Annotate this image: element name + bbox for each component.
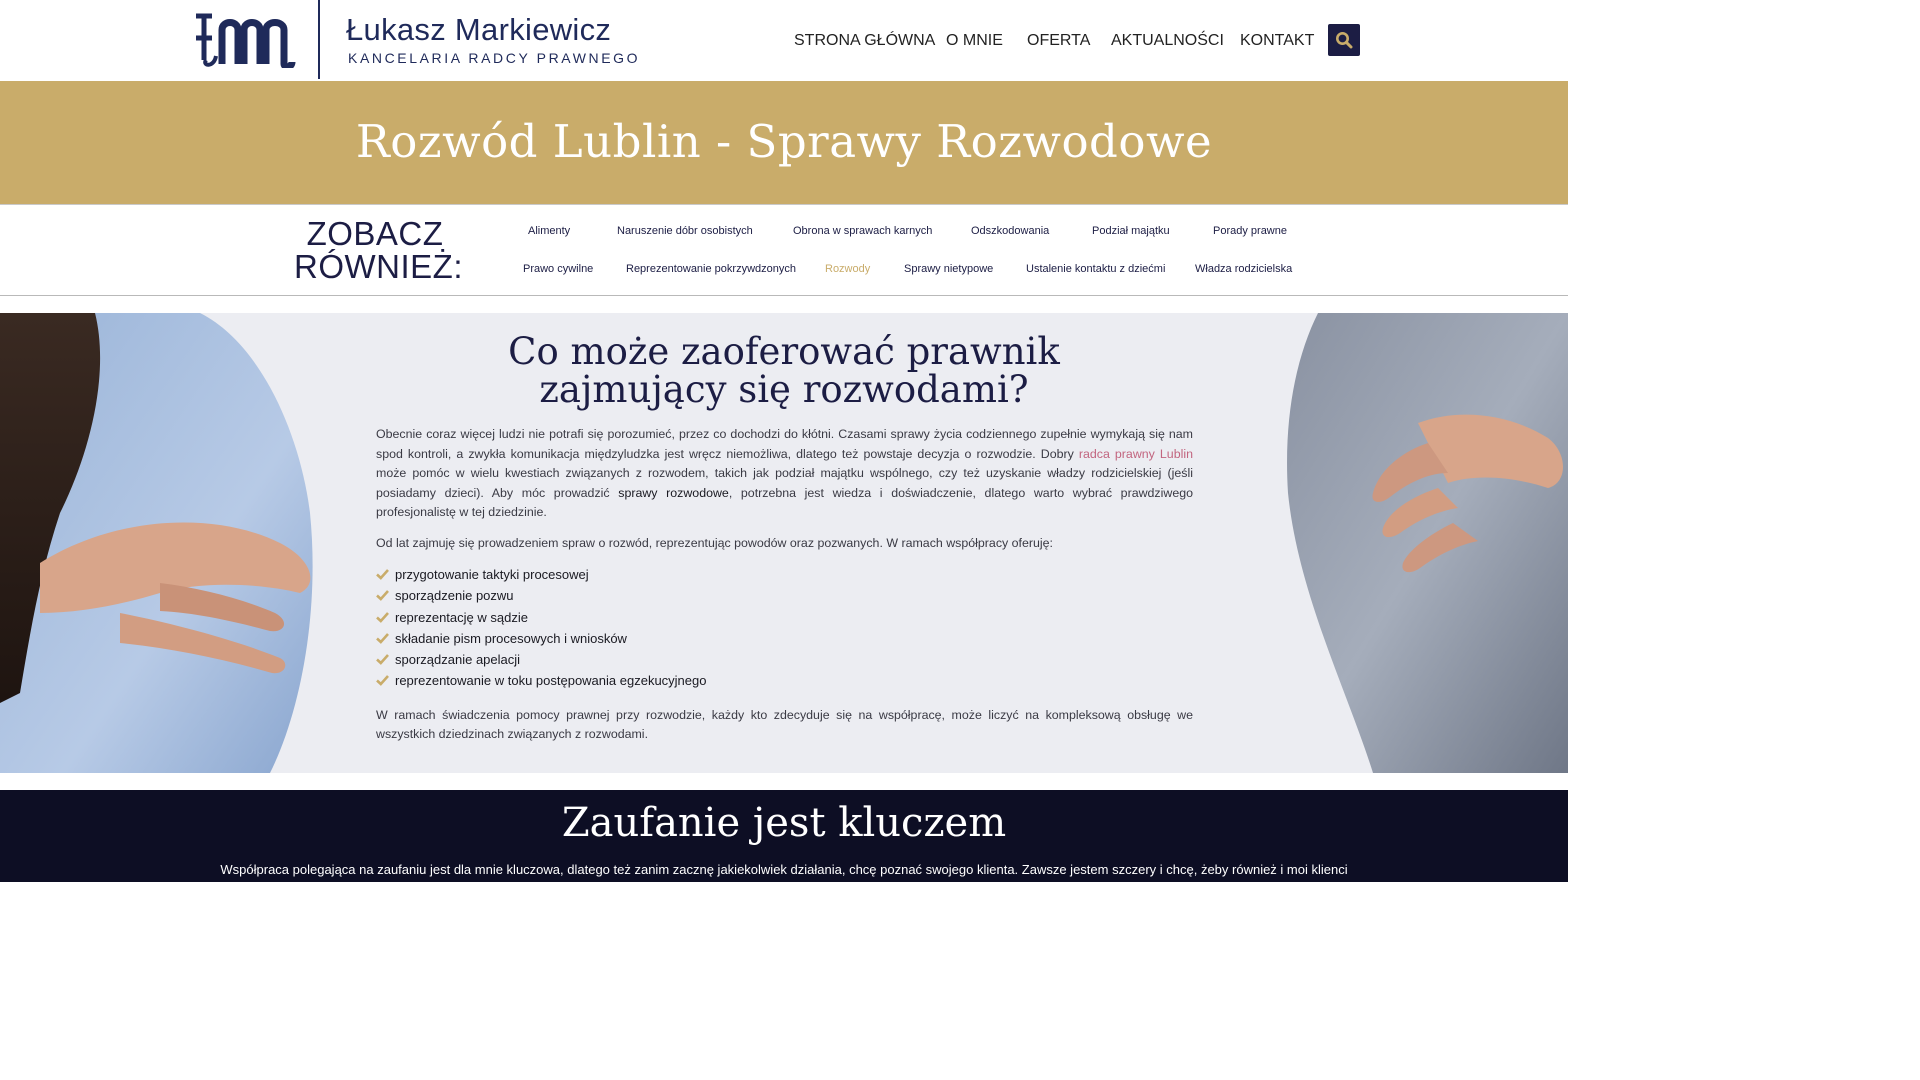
logo-icon[interactable] (192, 12, 296, 68)
see-also-link-sprawy-nietypowe[interactable]: Sprawy nietypowe (904, 263, 994, 275)
check-icon (376, 632, 389, 644)
page-title: Rozwód Lublin - Sprawy Rozwodowe (355, 115, 1213, 168)
list-item: reprezentację w sądzie (376, 607, 1193, 628)
trust-heading: Zaufanie jest kluczem (561, 800, 1007, 846)
nav-offer[interactable]: OFERTA (1027, 32, 1091, 49)
offer-list (376, 564, 1193, 692)
offer-intro-paragraph: Od lat zajmuję się prowadzeniem spraw o rozwód, reprezentując powodów oraz pozwanych. W ramach współpracy oferuję: (376, 535, 1053, 550)
see-also-link-prawo-cywilne[interactable]: Prawo cywilne (523, 263, 594, 275)
see-also-link-odszkodowania[interactable]: Odszkodowania (971, 225, 1050, 237)
see-also-link-naruszenie[interactable]: Naruszenie dóbr osobistych (617, 225, 753, 237)
see-also-link-kontakt-dzieci[interactable]: Ustalenie kontaktu z dziećmi (1026, 263, 1166, 275)
background-photo-right (1278, 313, 1568, 773)
trust-section (0, 790, 1568, 882)
main-content-section (0, 313, 1568, 773)
search-icon (1335, 31, 1353, 49)
nav-news[interactable]: AKTUALNOŚCI (1111, 32, 1224, 49)
list-item: sporządzanie apelacji (376, 649, 1193, 670)
page-banner (0, 81, 1568, 204)
nav-contact[interactable]: KONTAKT (1240, 32, 1315, 49)
see-also-link-wladza[interactable]: Władza rodzicielska (1195, 263, 1293, 275)
search-button[interactable] (1328, 24, 1360, 56)
check-icon (376, 653, 389, 665)
list-item: składanie pism procesowych i wniosków (376, 628, 1193, 649)
see-also-link-reprezentowanie[interactable]: Reprezentowanie pokrzywdzonych (626, 263, 796, 275)
list-item: przygotowanie taktyki procesowej (376, 564, 1193, 585)
section-body (376, 425, 1193, 756)
nav-home[interactable]: STRONA GŁÓWNA (794, 32, 936, 49)
see-also-title: ZOBACZ RÓWNIEŻ: (294, 215, 463, 285)
see-also-link-porady[interactable]: Porady prawne (1213, 225, 1287, 237)
brand-subtitle: KANCELARIA RADCY PRAWNEGO (348, 50, 641, 66)
list-item: reprezentowanie w toku postępowania egzekucyjnego (376, 670, 1193, 691)
check-icon (376, 611, 389, 623)
see-also-section (0, 204, 1568, 296)
see-also-link-obrona[interactable]: Obrona w sprawach karnych (793, 225, 933, 237)
see-also-link-rozwody[interactable]: Rozwody (825, 263, 871, 275)
section-heading: Co może zaoferować prawnik zajmujący się rozwodami? (508, 330, 1060, 411)
site-header (0, 0, 1568, 81)
nav-about[interactable]: O MNIE (946, 32, 1003, 49)
check-icon (376, 589, 389, 601)
see-also-link-alimenty[interactable]: Alimenty (528, 225, 571, 237)
logo-divider (318, 0, 320, 79)
closing-paragraph: W ramach świadczenia pomocy prawnej przy rozwodzie, każdy kto zdecyduje się na współpracę, może liczyć na kompleksową obsługę we wszystkich dziedzinach związanych z rozwodami. (376, 707, 1193, 742)
check-icon (376, 674, 389, 686)
intro-paragraph: Obecnie coraz więcej ludzi nie potrafi się porozumieć, przez co dochodzi do kłótni. Czasami sprawy życia codziennego zupełnie wymykają się nam spod kontroli, a zwykła komunikacja międzyludzka jest wręcz niemożliwa, dlatego też powstaje decyzja o rozwodzie. Dobry radca prawny Lublin może pomóc w wielu kwestiach związanych z rozwodem, takich jak podział majątku wspólnego, czy też uzyskanie władzy rodzicielskiej (jeśli posiadamy dzieci). Aby móc prowadzić sprawy rozwodowe, potrzebna jest wiedza i doświadczenie, dlatego warto wybrać prawdziwego profesjonalistę w tej dziedzinie. (376, 427, 1194, 519)
lawyer-lublin-link[interactable]: radca prawny Lublin (1078, 446, 1193, 461)
brand-name[interactable]: Łukasz Markiewicz (346, 12, 612, 47)
check-icon (376, 568, 389, 580)
divorce-cases-bold: sprawy rozwodowe (618, 485, 729, 500)
background-photo-left (0, 313, 330, 773)
see-also-link-podzial[interactable]: Podział majątku (1092, 225, 1170, 237)
list-item: sporządzenie pozwu (376, 585, 1193, 606)
trust-text: Współpraca polegająca na zaufaniu jest dla mnie kluczowa, dlatego też zanim zacznę jakiekolwiek działania, chcę poznać swojego klienta. Zawsze jestem szczery i chcę, żeby również i moi klienci (220, 862, 1348, 877)
